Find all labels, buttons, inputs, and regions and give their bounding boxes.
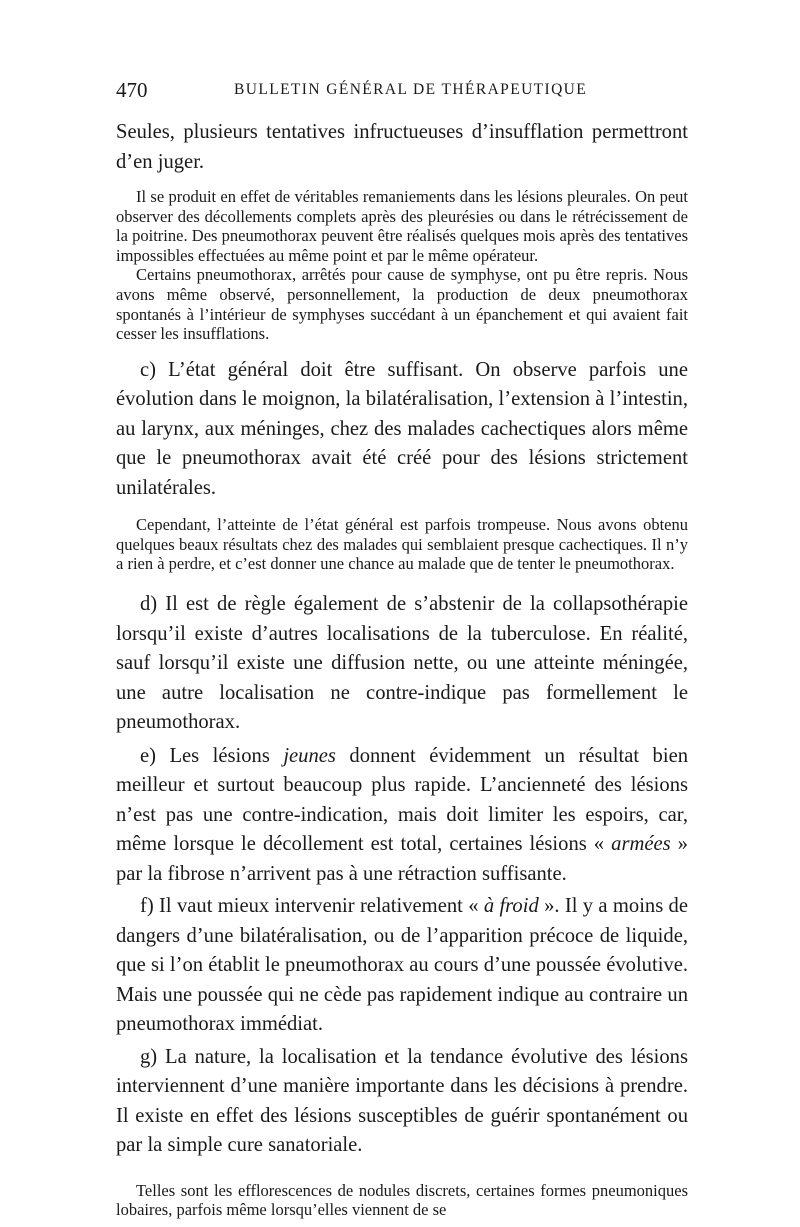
paragraph-a-froid bbox=[116, 892, 688, 1040]
text-run: e) Les lésions bbox=[140, 744, 284, 767]
paragraph-cependant: Cependant, l’atteinte de l’état général est parfois trompeuse. Nous avons obtenu quelques beaux résultats chez des malades qui semblaient presque cachectiques. Il n’y a rien à perdre, et c’est donner une chance au malade que de tenter le pneumothorax. bbox=[116, 515, 688, 574]
text-run: ». Il y a moins de dangers d’une bilatéralisation, ou de l’apparition précoce de liquide, que si l’on établit le pneumothorax au cours d’une poussée évolutive. Mais une poussée qui ne cède pas rapidement indique au contraire un pneumothorax immédiat. bbox=[116, 895, 688, 1036]
emphasis-a-froid: à froid bbox=[483, 895, 539, 918]
paragraph-localisations: d) Il est de règle également de s’abstenir de la collapsothérapie lorsqu’il existe d’autres localisations de la tuberculose. En réalité, sauf lorsqu’il existe une diffusion nette, ou une atteinte méningée, une autre localisation ne contre-indique pas formellement le pneumothorax. bbox=[116, 593, 688, 734]
page-number: 470 bbox=[116, 78, 148, 102]
emphasis-jeunes: jeunes bbox=[283, 744, 336, 767]
emphasis-armees: armées bbox=[611, 833, 671, 856]
paragraph-efflorescences: Telles sont les efflorescences de nodules discrets, certaines formes pneumoniques lobaires, parfois même lorsqu’elles viennent de se bbox=[116, 1180, 688, 1220]
running-title: BULLETIN GÉNÉRAL DE THÉRAPEUTIQUE bbox=[234, 81, 588, 98]
paragraph-remaniements: Il se produit en effet de véritables remaniements dans les lésions pleurales. On peut observer des décollements complets après des pleurésies ou dans le rétrécissement de la poitrine. Des pneumothorax peuvent être réalisés quelques mois après des tentatives impossibles effectuées au même point et par le même opérateur. bbox=[116, 187, 688, 265]
text-run: donnent évidemment un résultat bien meilleur et surtout beaucoup plus rapide. L’ancienneté des lésions n’est pas une contre-indication, mais doit limiter les espoirs, car, même lorsque le décollement est total, certaines lésions « bbox=[116, 744, 689, 856]
text-run: f) Il vaut mieux intervenir relativement « bbox=[140, 895, 484, 918]
paragraph-nature: g) La nature, la localisation et la tendance évolutive des lésions interviennent d’une manière importante dans les décisions à prendre. Il existe en effet des lésions susceptibles de guérir spontanément ou par la simple cure sanatoriale. bbox=[116, 1045, 688, 1157]
body-text bbox=[116, 118, 688, 1220]
paragraph-symphyse: Certains pneumothorax, arrêtés pour cause de symphyse, ont pu être repris. Nous avons même observé, personnellement, la production de deux pneumothorax spontanés à l’intérieur de symphyses succédant à un épanchement et qui avaient fait cesser les insufflations. bbox=[116, 265, 688, 344]
paragraph-insufflation: Seules, plusieurs tentatives infructueuses d’insufflation permettront d’en juger. bbox=[116, 121, 688, 173]
text-run: » par la fibrose n’arrivent pas à une rétraction suffisante. bbox=[116, 833, 688, 885]
page-header bbox=[116, 78, 686, 102]
paragraph-etat-general: c) L’état général doit être suffisant. On observe parfois une évolution dans le moignon, la bilatéralisation, l’extension à l’intestin, au larynx, aux méninges, chez des malades cachectiques alors même que le pneumothorax avait été créé pour des lésions strictement unilatérales. bbox=[116, 358, 688, 499]
paragraph-lesions-jeunes bbox=[116, 742, 688, 890]
